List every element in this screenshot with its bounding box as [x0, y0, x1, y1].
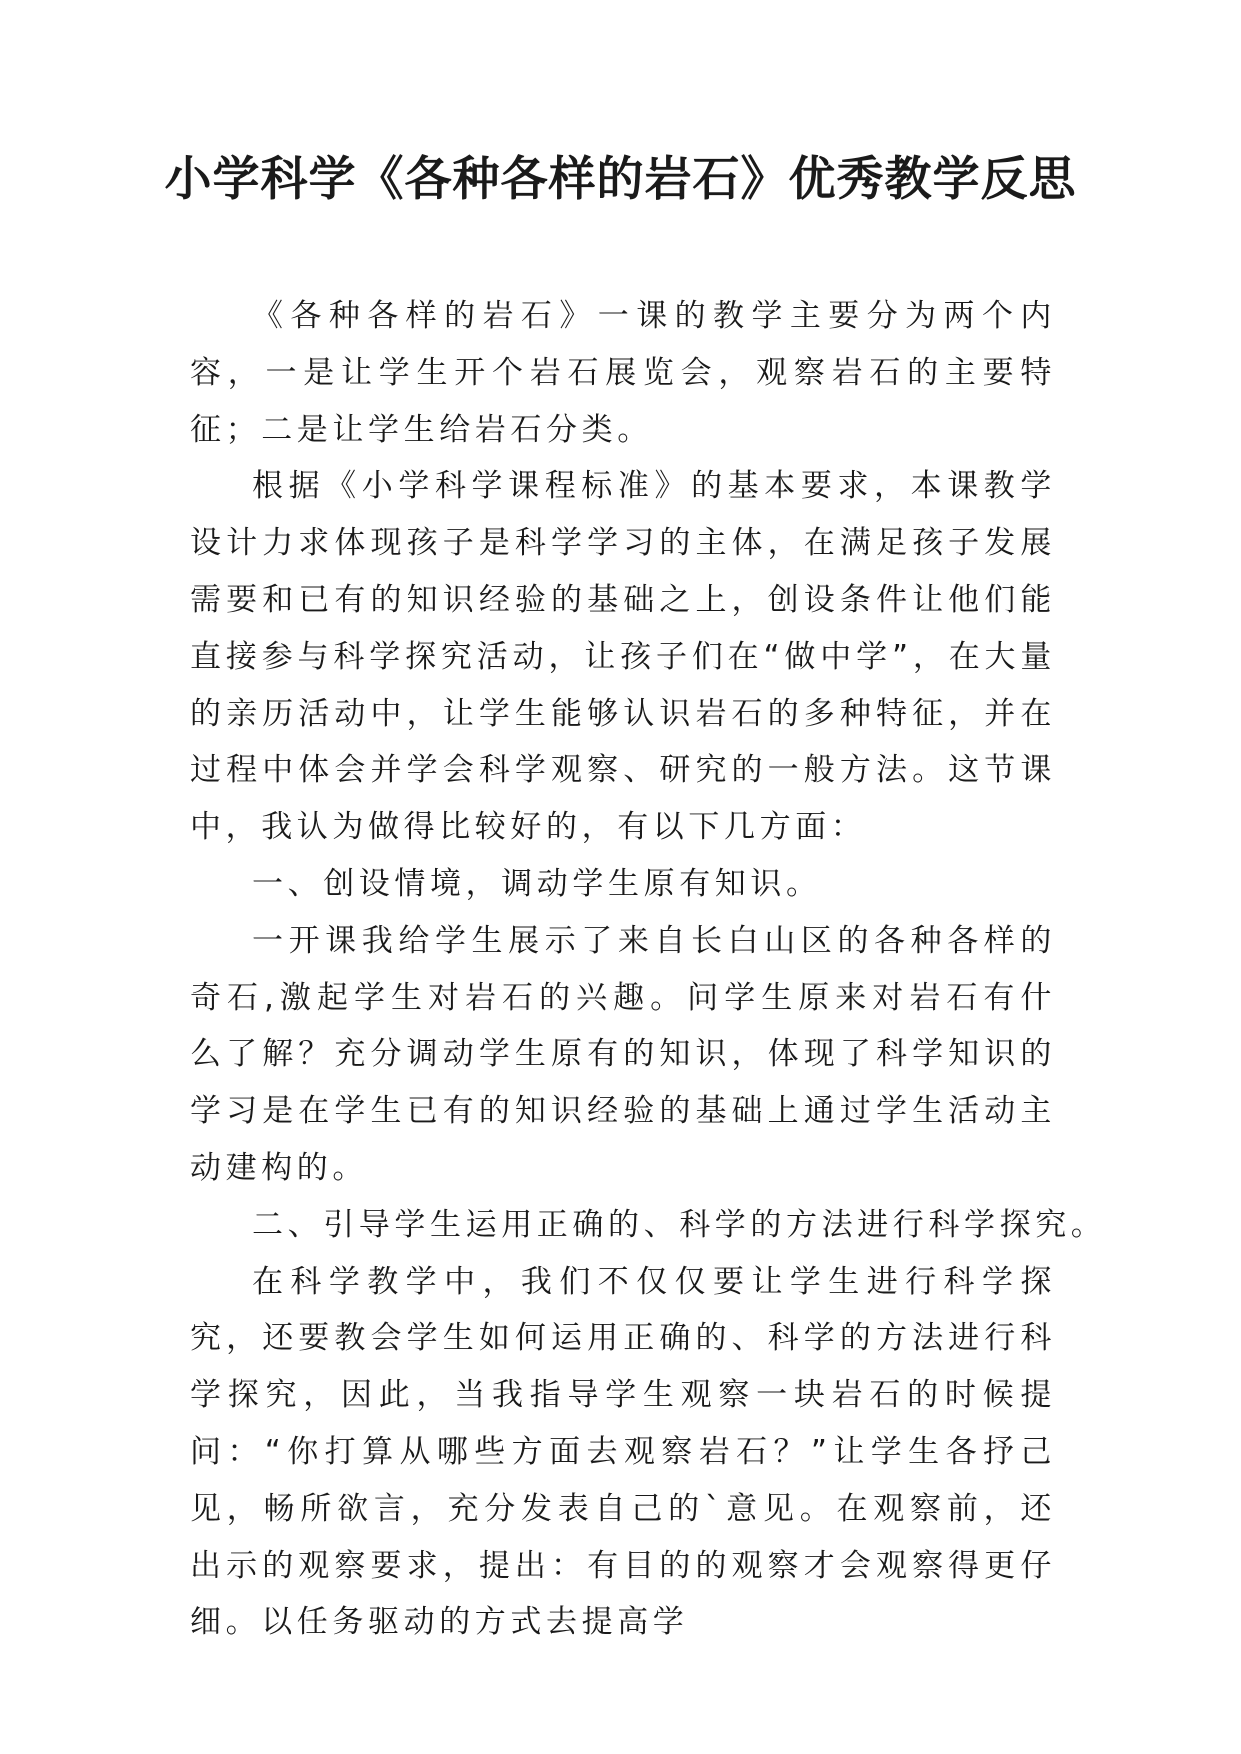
paragraph-intro: 《各种各样的岩石》一课的教学主要分为两个内容，一是让学生开个岩石展览会，观察岩石的主要特征；二是让学生给岩石分类。 — [190, 298, 1056, 448]
document-body — [190, 288, 1107, 1651]
section-heading-1: 一、创设情境，调动学生原有知识。 — [252, 865, 822, 902]
paragraph-section-1: 一开课我给学生展示了来自长白山区的各种各样的奇石,激起学生对岩石的兴趣。问学生原来对岩石有什么了解？充分调动学生原有的知识，体现了科学知识的学习是在学生已有的知识经验的基础上通过学生活动主动建构的。 — [190, 922, 1056, 1186]
document-title: 小学科学《各种各样的岩石》优秀教学反思 — [164, 152, 1077, 207]
paragraph-curriculum-standard: 根据《小学科学课程标准》的基本要求，本课教学设计力求体现孩子是科学学习的主体，在满足孩子发展需要和已有的知识经验的基础之上，创设条件让他们能直接参与科学探究活动，让孩子们在“做中学”，在大量的亲历活动中，让学生能够认识岩石的多种特征，并在过程中体会并学会科学观察、研究的一般方法。这节课中，我认为做得比较好的，有以下几方面： — [190, 468, 1056, 846]
section-heading-2: 二、引导学生运用正确的、科学的方法进行科学探究。 — [252, 1206, 1107, 1243]
paragraph-section-2: 在科学教学中，我们不仅仅要让学生进行科学探究，还要教会学生如何运用正确的、科学的方法进行科学探究，因此，当我指导学生观察一块岩石的时候提问：“你打算从哪些方面去观察岩石？”让学生各抒己见，畅所欲言，充分发表自己的`意见。在观察前，还出示的观察要求，提出：有目的的观察才会观察得更仔细。以任务驱动的方式去提高学 — [190, 1263, 1056, 1641]
